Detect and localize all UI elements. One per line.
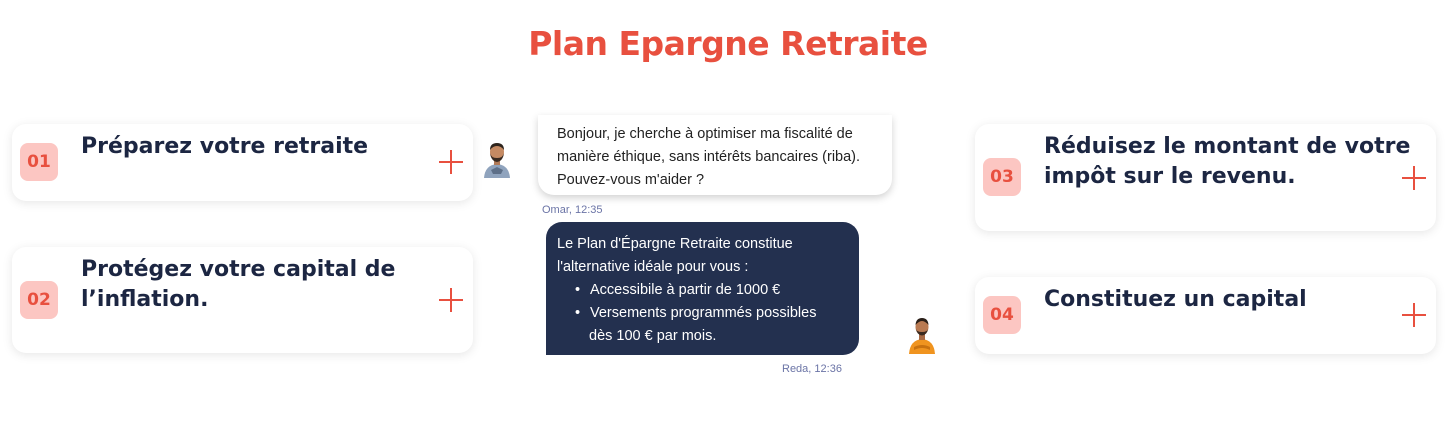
card-title: Réduisez le montant de votre impôt sur le revenu.: [1044, 134, 1411, 189]
card-title: Protégez votre capital de l’inflation.: [81, 257, 396, 312]
outgoing-message-meta: Reda, 12:36: [782, 363, 842, 375]
plus-icon[interactable]: [1402, 166, 1426, 190]
card-number-badge: 04: [983, 296, 1021, 334]
card-build-capital[interactable]: [975, 277, 1436, 354]
card-prepare-retirement[interactable]: [12, 124, 473, 201]
plus-icon[interactable]: [439, 288, 463, 312]
message-bullet-list: [557, 279, 849, 348]
card-reduce-tax[interactable]: [975, 124, 1436, 231]
page-title: Plan Epargne Retraite: [528, 24, 928, 63]
incoming-message-bubble: Bonjour, je cherche à optimiser ma fiscalité de manière éthique, sans intérêts bancaires (riba). Pouvez-vous m'aider ?: [538, 115, 892, 195]
card-protect-capital[interactable]: [12, 247, 473, 353]
plus-icon[interactable]: [439, 150, 463, 174]
card-number-badge: 03: [983, 158, 1021, 196]
list-item: • Accessibile à partir de 1000 €: [557, 279, 849, 302]
man-orange-shirt-avatar-icon: [906, 316, 938, 354]
man-beard-avatar-icon: [481, 140, 513, 178]
card-number-badge: 01: [20, 143, 58, 181]
plus-icon[interactable]: [1402, 303, 1426, 327]
list-item: • Versements programmés possibles dès 100 € par mois.: [557, 302, 849, 348]
incoming-message-meta: Omar, 12:35: [542, 204, 603, 216]
card-title: Constituez un capital: [1044, 287, 1307, 312]
card-title: Préparez votre retraite: [81, 134, 369, 159]
outgoing-message-bubble: Le Plan d'Épargne Retraite constitue l'alternative idéale pour vous : • Accessibile à partir de 1000 € • Versements programmés possibles dès 100 € par mois.: [546, 222, 859, 355]
card-number-badge: 02: [20, 281, 58, 319]
